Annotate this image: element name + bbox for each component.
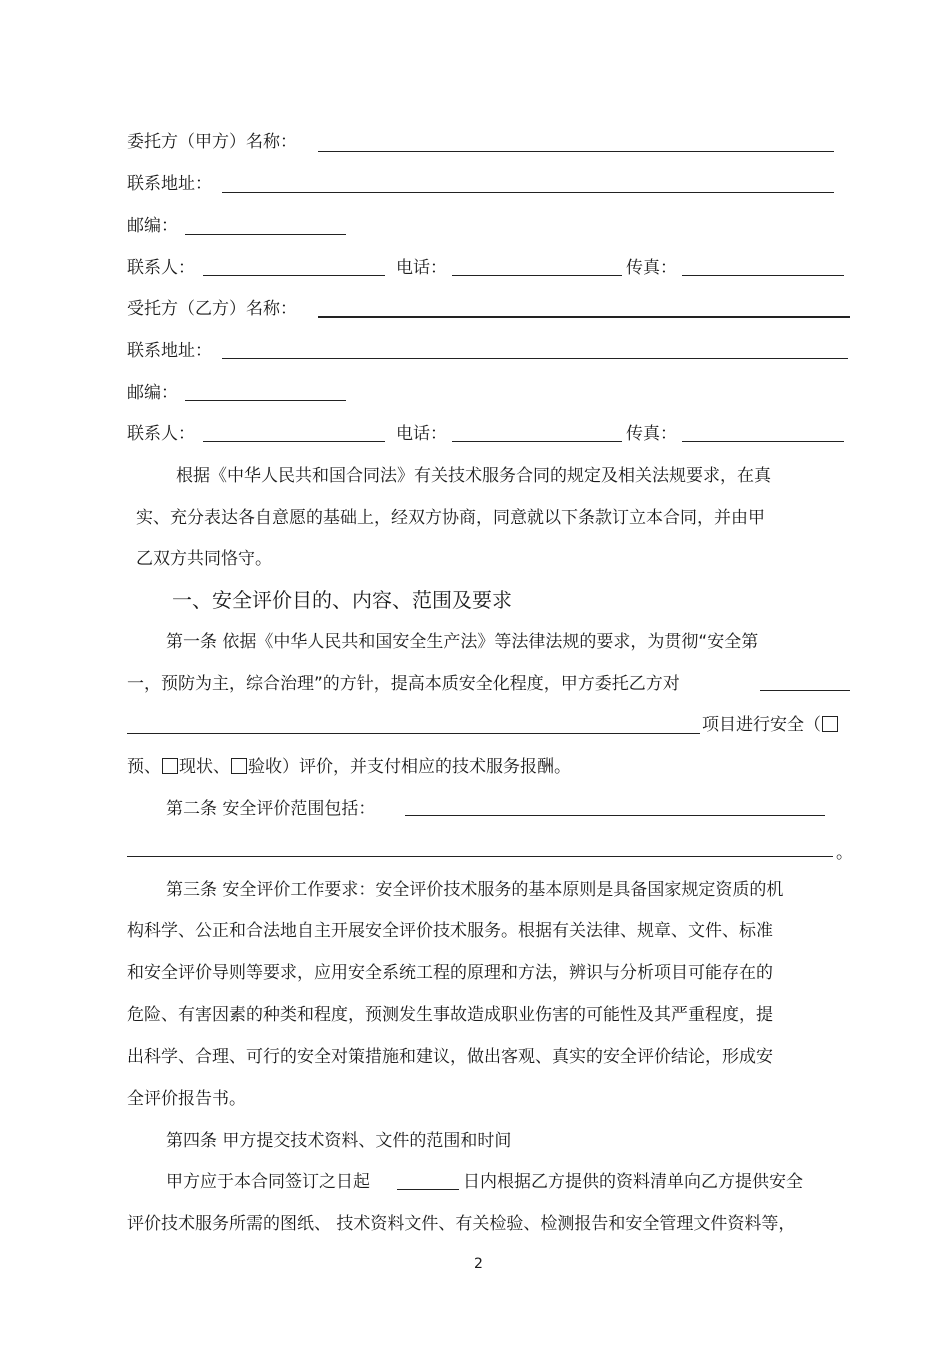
article-2-scope-blank-2[interactable] xyxy=(127,856,833,857)
party-a-fax-blank[interactable] xyxy=(682,275,844,276)
article-1-line-1: 第一条 依据《中华人民共和国安全生产法》等法律法规的要求，为贯彻“安全第 xyxy=(166,632,759,652)
status-evaluation-checkbox[interactable] xyxy=(162,758,178,774)
preamble-line-3: 乙双方共同恪守。 xyxy=(136,549,272,569)
article-1-line-2: 一，预防为主，综合治理”的方针，提高本质安全化程度，甲方委托乙方对 xyxy=(127,674,680,694)
option-acceptance-label: 验收）评价，并支付相应的技术服务报酬。 xyxy=(248,757,571,777)
party-a-postcode-blank[interactable] xyxy=(185,234,346,235)
article-4-days-blank[interactable] xyxy=(397,1189,459,1190)
article-4-line-2: 评价技术服务所需的图纸、 技术资料文件、有关检验、检测报告和安全管理文件资料等， xyxy=(127,1214,796,1234)
party-b-postcode-label: 邮编： xyxy=(127,383,178,403)
article-2-end-mark: 。 xyxy=(836,843,853,863)
party-b-phone-label: 电话： xyxy=(396,424,447,444)
article-1-project-blank-1[interactable] xyxy=(760,690,850,691)
option-status-label: 现状、 xyxy=(179,757,230,777)
article-3-line-1: 第三条 安全评价工作要求：安全评价技术服务的基本原则是具备国家规定资质的机 xyxy=(166,880,784,900)
acceptance-evaluation-checkbox[interactable] xyxy=(231,758,247,774)
article-1-line-4 xyxy=(127,757,571,777)
party-a-fax-label: 传真： xyxy=(626,258,677,278)
party-a-address-label: 联系地址： xyxy=(127,174,212,194)
party-b-fax-blank[interactable] xyxy=(682,441,844,442)
option-pre-label: 预、 xyxy=(127,757,161,777)
article-4-title: 第四条 甲方提交技术资料、文件的范围和时间 xyxy=(166,1131,512,1151)
article-1-line-3-text: 项目进行安全（ xyxy=(702,715,821,735)
article-2-scope-blank-1[interactable] xyxy=(405,815,825,816)
preamble-line-2: 实、充分表达各自意愿的基础上，经双方协商，同意就以下条款订立本合同，并由甲 xyxy=(136,508,765,528)
article-1-project-blank-2[interactable] xyxy=(127,733,700,734)
party-b-contact-label: 联系人： xyxy=(127,424,195,444)
preamble-line-1: 根据《中华人民共和国合同法》有关技术服务合同的规定及相关法规要求，在真 xyxy=(176,466,771,486)
article-3-line-3: 和安全评价导则等要求，应用安全系统工程的原理和方法，辨识与分析项目可能存在的 xyxy=(127,963,773,983)
party-b-name-blank[interactable] xyxy=(318,316,850,318)
party-a-name-label: 委托方（甲方）名称： xyxy=(127,132,297,152)
section-1-heading: 一、安全评价目的、内容、范围及要求 xyxy=(172,588,512,612)
party-b-name-label: 受托方（乙方）名称： xyxy=(127,299,297,319)
party-b-address-blank[interactable] xyxy=(222,358,848,359)
article-4-line-1-pre: 甲方应于本合同签订之日起 xyxy=(166,1172,370,1192)
article-4-line-1-post: 日内根据乙方提供的资料清单向乙方提供安全 xyxy=(463,1172,803,1192)
party-a-name-blank[interactable] xyxy=(318,151,834,152)
party-b-postcode-blank[interactable] xyxy=(185,400,346,401)
party-a-phone-label: 电话： xyxy=(396,258,447,278)
party-b-address-label: 联系地址： xyxy=(127,341,212,361)
party-a-contact-label: 联系人： xyxy=(127,258,195,278)
article-1-line-3 xyxy=(702,715,839,735)
article-2-label: 第二条 安全评价范围包括： xyxy=(166,799,376,819)
party-b-fax-label: 传真： xyxy=(626,424,677,444)
article-3-line-5: 出科学、合理、可行的安全对策措施和建议，做出客观、真实的安全评价结论，形成安 xyxy=(127,1047,773,1067)
article-3-line-6: 全评价报告书。 xyxy=(127,1089,246,1109)
party-a-address-blank[interactable] xyxy=(222,192,834,193)
article-3-line-2: 构科学、公正和合法地自主开展安全评价技术服务。根据有关法律、规章、文件、标准 xyxy=(127,921,773,941)
pre-evaluation-checkbox[interactable] xyxy=(822,716,838,732)
party-b-contact-blank[interactable] xyxy=(203,441,385,442)
party-a-postcode-label: 邮编： xyxy=(127,216,178,236)
article-3-line-4: 危险、有害因素的种类和程度，预测发生事故造成职业伤害的可能性及其严重程度，提 xyxy=(127,1005,773,1025)
page-number: 2 xyxy=(474,1256,483,1272)
party-b-phone-blank[interactable] xyxy=(452,441,622,442)
party-a-phone-blank[interactable] xyxy=(452,275,622,276)
party-a-contact-blank[interactable] xyxy=(203,275,385,276)
